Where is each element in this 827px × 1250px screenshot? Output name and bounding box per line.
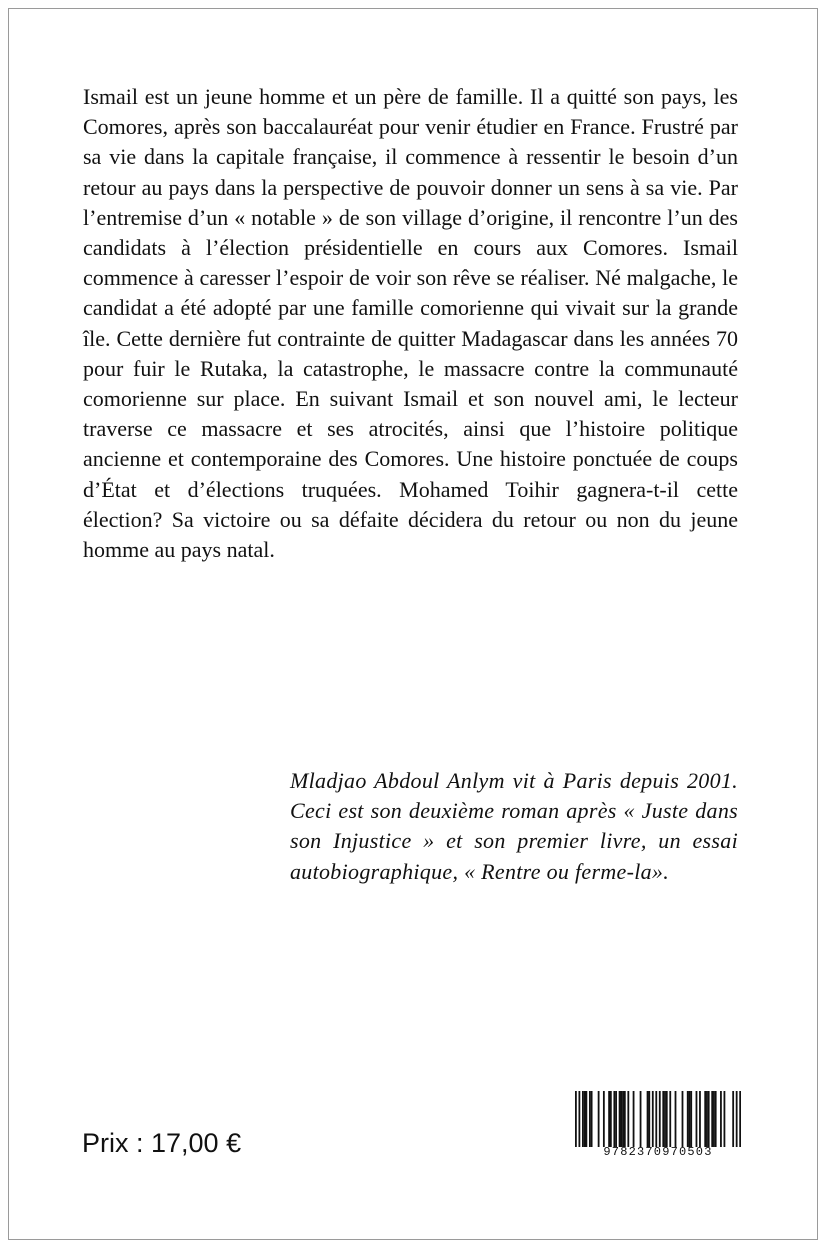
barcode-bar: [622, 1091, 624, 1147]
barcode-bar: [633, 1091, 635, 1147]
barcode-bar: [732, 1091, 734, 1147]
barcode-bar: [699, 1091, 701, 1147]
price-label: Prix : 17,00 €: [82, 1128, 242, 1158]
barcode-bar: [578, 1091, 580, 1147]
barcode-bar: [624, 1091, 626, 1147]
barcode-bar: [620, 1091, 622, 1147]
barcode-digits: 9782370970503: [603, 1145, 713, 1159]
barcode-bar: [706, 1091, 708, 1147]
synopsis-paragraph: Ismail est un jeune homme et un père de famille. Il a quitté son pays, les Comores, après son baccalauréat pour venir étudier en France. Frustré par sa vie dans la capitale française, il commence à ressentir le besoin d’un retour au pays dans la perspective de pouvoir donner un sens à sa vie. Par l’entremise d’un « notable » de son village d’origine, il rencontre l’un des candidats à l’élection présidentielle en cours aux Comores. Ismail commence à caresser l’espoir de voir son rêve se réaliser. Né malgache, le candidat a été adopté par une famille comorienne qui vivait sur la grande île. Cette dernière fut contrainte de quitter Madagascar dans les années 70 pour fuir le Rutaka, la catastrophe, le massacre contre la communauté comorienne sur place. En suivant Ismail et son nouvel ami, le lecteur traverse ce massacre et ses atrocités, ainsi que l’histoire politique ancienne et contemporaine des Comores. Une histoire ponctuée de coups d’État et d’élections truquées. Mohamed Toihir gagnera-t-il cette élection? Sa victoire ou sa défaite décidera du retour ou non du jeune homme au pays natal.: [83, 84, 738, 563]
barcode-bar: [711, 1091, 713, 1147]
barcode-bar: [704, 1091, 706, 1147]
barcode-bar: [584, 1091, 586, 1147]
barcode-bar: [655, 1091, 657, 1147]
barcode-bar: [708, 1091, 710, 1147]
barcode-bar: [613, 1091, 615, 1147]
barcode-bar: [689, 1091, 691, 1147]
barcode-bar: [575, 1091, 577, 1147]
barcode-bar: [619, 1091, 621, 1147]
barcode-bar: [582, 1091, 584, 1147]
isbn-barcode: [575, 1091, 741, 1161]
barcode-bar: [608, 1091, 610, 1147]
barcode-bar: [591, 1091, 593, 1147]
barcode-bar: [610, 1091, 612, 1147]
barcode-bar: [666, 1091, 668, 1147]
barcode-bar: [669, 1091, 671, 1147]
barcode-bar: [739, 1091, 741, 1147]
barcode-bar: [736, 1091, 738, 1147]
barcode-bar: [696, 1091, 698, 1147]
barcode-bar: [713, 1091, 715, 1147]
author-bio-paragraph: Mladjao Abdoul Anlym vit à Paris depuis 2001. Ceci est son deuxième roman après « Juste dans son Injustice » et son premier livre, un essai autobiographique, « Rentre ou ferme-la».: [290, 768, 738, 884]
barcode-bar: [675, 1091, 677, 1147]
barcode-bars: [575, 1091, 741, 1147]
barcode-bar: [589, 1091, 591, 1147]
barcode-bar: [603, 1091, 605, 1147]
barcode-bar: [715, 1091, 717, 1147]
barcode-bar: [724, 1091, 726, 1147]
barcode-bar: [627, 1091, 629, 1147]
barcode-bar: [640, 1091, 642, 1147]
barcode-bar: [659, 1091, 661, 1147]
barcode-bar: [585, 1091, 587, 1147]
barcode-bar: [687, 1091, 689, 1147]
barcode-bar: [662, 1091, 664, 1147]
barcode-bar: [720, 1091, 722, 1147]
barcode-bar: [647, 1091, 649, 1147]
barcode-bar: [664, 1091, 666, 1147]
barcode-bar: [615, 1091, 617, 1147]
barcode-bar: [648, 1091, 650, 1147]
barcode-bar: [652, 1091, 654, 1147]
barcode-bar: [598, 1091, 600, 1147]
barcode-bar: [682, 1091, 684, 1147]
barcode-bar: [690, 1091, 692, 1147]
